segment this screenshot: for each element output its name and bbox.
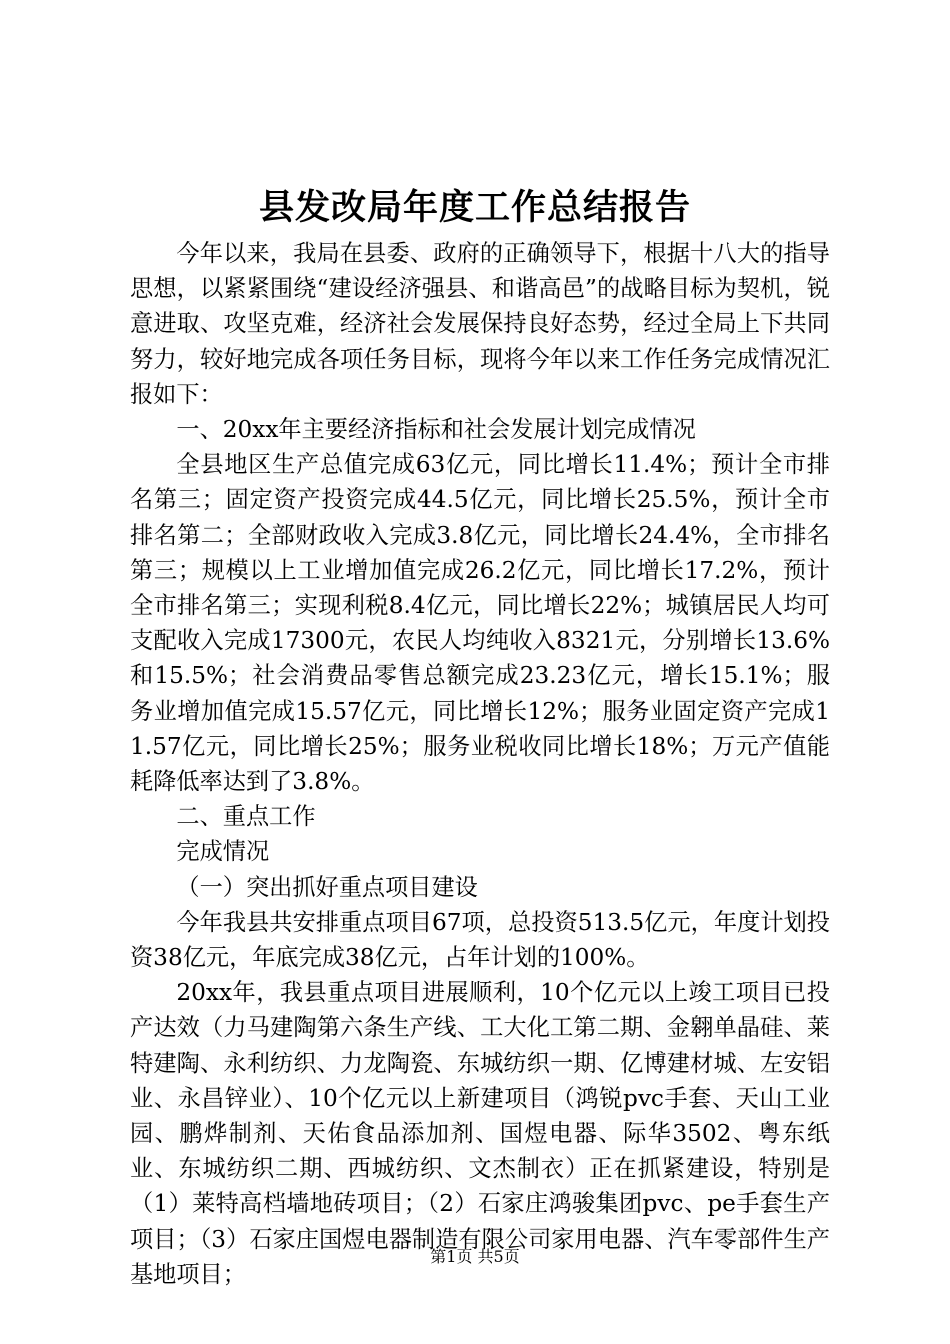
projects-summary-paragraph: 今年我县共安排重点项目67项，总投资513.5亿元，年度计划投资38亿元，年底完成38亿元，占年计划的100%。 [130,908,830,972]
document-body [130,236,830,1292]
indicators-paragraph: 全县地区生产总值完成63亿元，同比增长11.4%；预计全市排名第三；固定资产投资完成44.5亿元，同比增长25.5%，预计全市排名第二；全部财政收入完成3.8亿元，同比增长24.4%，全市排名第三；规模以上工业增加值完成26.2亿元，同比增长17.2%，预计全市排名第三；实现利税8.4亿元，同比增长22%；城镇居民人均可支配收入完成17300元，农民人均纯收入8321元，分别增长13.6%和15.5%；社会消费品零售总额完成23.23亿元，增长15.1%；服务业增加值完成15.57亿元，同比增长12%；服务业固定资产完成11.57亿元，同比增长25%；服务业税收同比增长18%；万元产值能耗降低率达到了3.8%。 [130,451,830,796]
subsection-heading-1: （一）突出抓好重点项目建设 [176,873,478,901]
section-heading-1: 一、20xx年主要经济指标和社会发展计划完成情况 [176,416,696,444]
section-subline: 完成情况 [176,838,270,866]
projects-detail-paragraph: 20xx年，我县重点项目进展顺利，10个亿元以上竣工项目已投产达效（力马建陶第六条生产线、工大化工第二期、金翱单晶硅、莱特建陶、永利纺织、力龙陶瓷、东城纺织一期、亿博建材城、左安铝业、永昌锌业）、10个亿元以上新建项目（鸿锐pvc手套、天山工业园、鹏烨制剂、天佑食品添加剂、国煜电器、际华3502、粤东纸业、东城纺织二期、西城纺织、文杰制衣）正在抓紧建设，特别是（1）莱特高档墙地砖项目；（2）石家庄鸿骏集团pvc、pe手套生产项目；（3）石家庄国煜电器制造有限公司家用电器、汽车零部件生产基地项目； [130,979,830,1288]
document-title: 县发改局年度工作总结报告 [258,187,691,228]
section-heading-2: 二、重点工作 [176,803,316,831]
page-number-footer: 第1页 共5页 [430,1247,520,1266]
intro-paragraph: 今年以来，我局在县委、政府的正确领导下，根据十八大的指导思想，以紧紧围绕“建设经济强县、和谐高邑”的战略目标为契机，锐意进取、攻坚克难，经济社会发展保持良好态势，经过全局上下共同努力，较好地完成各项任务目标，现将今年以来工作任务完成情况汇报如下： [130,240,830,408]
